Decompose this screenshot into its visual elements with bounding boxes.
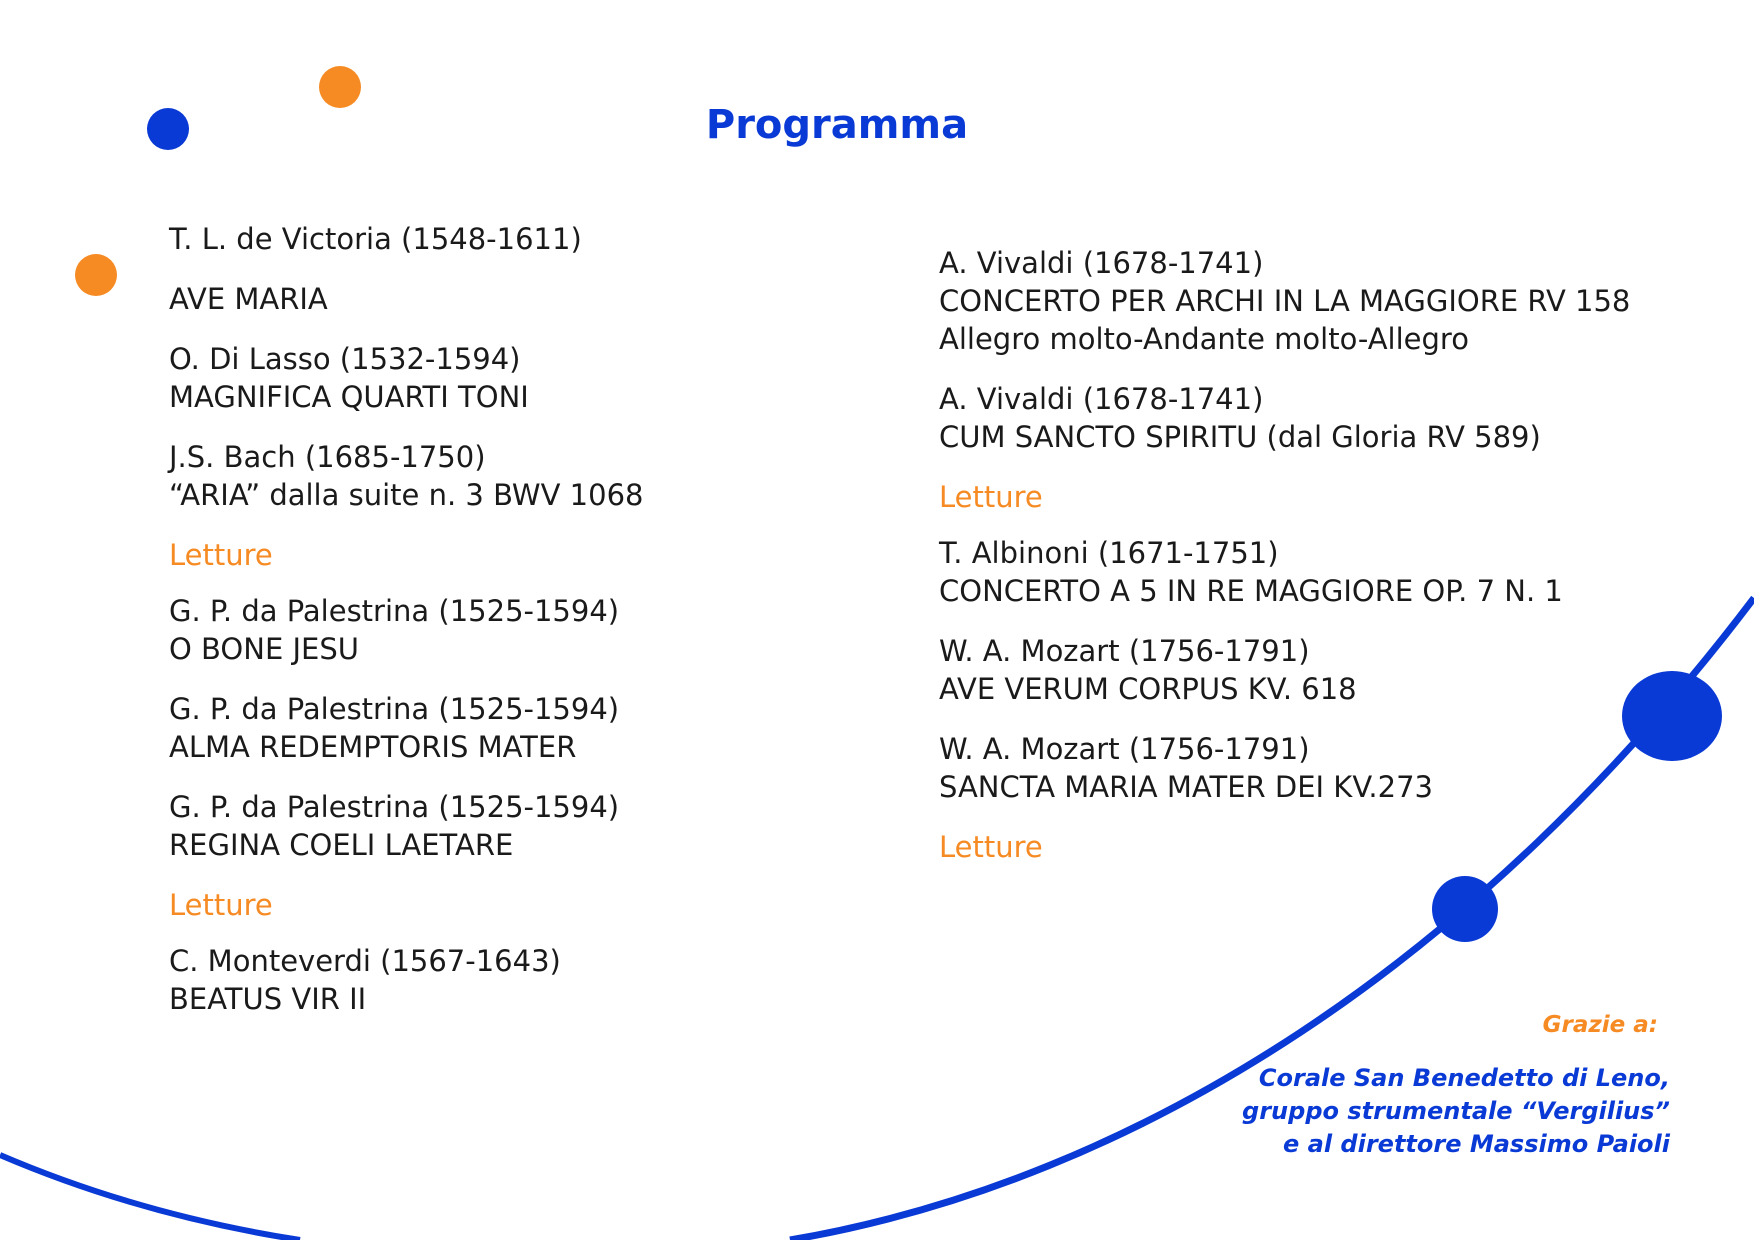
thanks-line: gruppo strumentale “Vergilius” — [1242, 1097, 1670, 1125]
program-entry — [169, 280, 809, 318]
program-entry — [169, 340, 809, 416]
composer-line: T. L. de Victoria (1548-1611) — [169, 222, 582, 256]
blue-dot-icon — [1432, 876, 1498, 942]
program-entry — [939, 380, 1699, 456]
letture-heading: Letture — [939, 830, 1043, 864]
piece-line: AVE VERUM CORPUS KV. 618 — [939, 672, 1357, 706]
program-entry — [169, 438, 809, 514]
letture-heading: Letture — [169, 538, 273, 572]
thanks-line: e al direttore Massimo Paioli — [1283, 1130, 1670, 1158]
program-entry — [939, 632, 1699, 708]
composer-line: G. P. da Palestrina (1525-1594) — [169, 594, 620, 628]
program-entry — [169, 788, 809, 864]
letture-heading: Letture — [939, 480, 1043, 514]
piece-line: CUM SANCTO SPIRITU (dal Gloria RV 589) — [939, 420, 1541, 454]
program-entry — [169, 220, 809, 258]
piece-line: SANCTA MARIA MATER DEI KV.273 — [939, 770, 1433, 804]
orange-dot-icon — [75, 254, 117, 296]
thanks-block — [1242, 1012, 1670, 1161]
composer-line: J.S. Bach (1685-1750) — [169, 440, 486, 474]
piece-line: CONCERTO PER ARCHI IN LA MAGGIORE RV 158 — [939, 284, 1631, 318]
composer-line: O. Di Lasso (1532-1594) — [169, 342, 521, 376]
composer-line: G. P. da Palestrina (1525-1594) — [169, 692, 620, 726]
program-right-column — [939, 244, 1699, 884]
composer-line: T. Albinoni (1671-1751) — [939, 536, 1279, 570]
piece-line: ALMA REDEMPTORIS MATER — [169, 730, 577, 764]
piece-line: MAGNIFICA QUARTI TONI — [169, 380, 529, 414]
composer-line: W. A. Mozart (1756-1791) — [939, 634, 1310, 668]
piece-line: BEATUS VIR II — [169, 982, 367, 1016]
program-entry — [169, 942, 809, 1018]
piece-line: CONCERTO A 5 IN RE MAGGIORE OP. 7 N. 1 — [939, 574, 1563, 608]
piece-line: O BONE JESU — [169, 632, 360, 666]
program-entry — [939, 730, 1699, 806]
thanks-line: Corale San Benedetto di Leno, — [1258, 1064, 1670, 1092]
composer-line: AVE MARIA — [169, 282, 328, 316]
composer-line: C. Monteverdi (1567-1643) — [169, 944, 561, 978]
composer-line: A. Vivaldi (1678-1741) — [939, 382, 1264, 416]
letture-heading: Letture — [169, 888, 273, 922]
program-entry — [169, 592, 809, 668]
program-entry — [939, 534, 1699, 610]
composer-line: A. Vivaldi (1678-1741) — [939, 246, 1264, 280]
composer-line: G. P. da Palestrina (1525-1594) — [169, 790, 620, 824]
thanks-label: Grazie a: — [1542, 1012, 1658, 1038]
program-entry — [169, 690, 809, 766]
composer-line: W. A. Mozart (1756-1791) — [939, 732, 1310, 766]
program-left-column — [169, 220, 809, 1040]
blue-arc-bottom-left — [0, 1155, 300, 1240]
piece-line: REGINA COELI LAETARE — [169, 828, 514, 862]
page-title: Programma — [705, 102, 969, 148]
piece-line: Allegro molto-Andante molto-Allegro — [939, 322, 1469, 356]
piece-line: “ARIA” dalla suite n. 3 BWV 1068 — [169, 478, 644, 512]
program-entry — [939, 244, 1699, 358]
